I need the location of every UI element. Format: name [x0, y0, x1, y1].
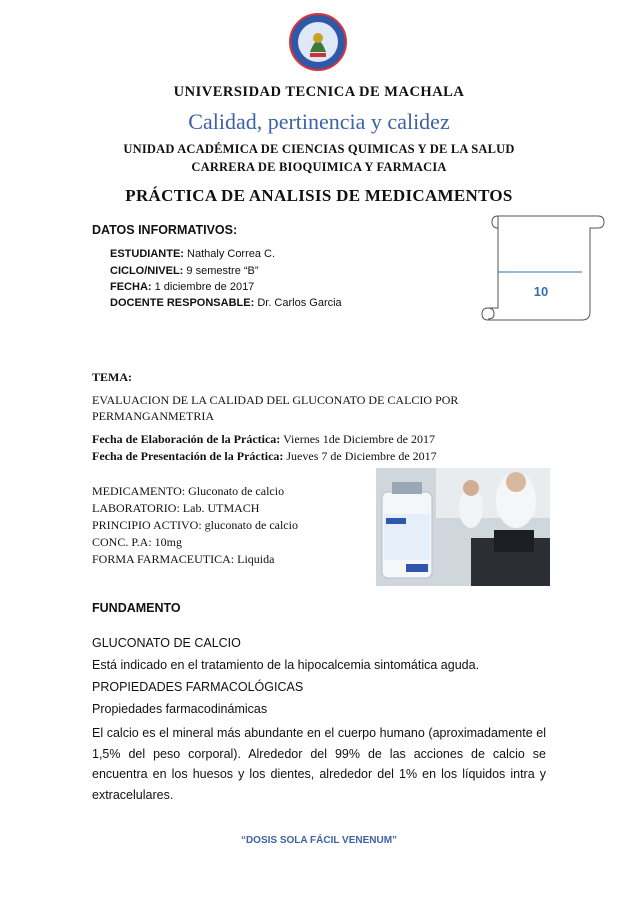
elaboration-date-value: Viernes 1de Diciembre de 2017: [283, 432, 435, 446]
concentration: CONC. P.A: 10mg: [92, 535, 183, 549]
date-line: [110, 281, 254, 293]
university-name: UNIVERSIDAD TECNICA DE MACHALA: [173, 84, 465, 100]
university-motto: Calidad, pertinencia y calidez: [188, 109, 450, 134]
date-value: 1 diciembre de 2017: [154, 281, 255, 293]
tema-text: EVALUACION DE LA CALIDAD DEL GLUCONATO DE CALCIO POR PERMANGANMETRIA: [92, 393, 459, 423]
calcium-paragraph: El calcio es el mineral más abundante en el cuerpo humano (aproximadamente el 1,5% del peso corporal). Alrededor del 99% de las acciones de calcio se encuentra en los huesos y los dientes, alrededor del 1% en los líquidos intra y extracelulares.: [92, 726, 546, 802]
cycle-label: CICLO/NIVEL:: [110, 265, 184, 277]
fundamento-title: FUNDAMENTO: [92, 601, 181, 615]
footer-motto: “DOSIS SOLA FÁCIL VENENUM”: [240, 835, 398, 846]
lab-photo: [376, 468, 550, 586]
presentation-date-value: Jueves 7 de Diciembre de 2017: [286, 449, 437, 463]
elaboration-date-line: [92, 432, 435, 447]
grade-scroll: [480, 208, 605, 328]
gluconato-subtitle: GLUCONATO DE CALCIO: [92, 636, 241, 650]
indication-text: Está indicado en el tratamiento de la hipocalcemia sintomática aguda.: [92, 658, 480, 672]
info-title: DATOS INFORMATIVOS:: [92, 223, 238, 237]
laboratory: LABORATORIO: Lab. UTMACH: [92, 501, 260, 515]
teacher-label: DOCENTE RESPONSABLE:: [110, 297, 255, 309]
presentation-date-label: Fecha de Presentación de la Práctica:: [92, 449, 284, 463]
active-principle: PRINCIPIO ACTIVO: gluconato de calcio: [92, 518, 298, 532]
tema-label: TEMA:: [92, 370, 132, 384]
academic-unit: UNIDAD ACADÉMICA DE CIENCIAS QUIMICAS Y DE LA SALUD: [123, 142, 515, 156]
career-name: CARRERA DE BIOQUIMICA Y FARMACIA: [191, 160, 447, 174]
grade-value: 10: [533, 284, 549, 299]
medicine-name: MEDICAMENTO: Gluconato de calcio: [92, 484, 285, 498]
student-line: [110, 248, 275, 260]
student-value: Nathaly Correa C.: [187, 248, 276, 260]
elaboration-date-label: Fecha de Elaboración de la Práctica:: [92, 432, 281, 446]
pharmaceutical-form: FORMA FARMACEUTICA: Liquida: [92, 552, 275, 566]
presentation-date-line: [92, 449, 437, 464]
teacher-line: [110, 297, 342, 309]
practice-title: PRÁCTICA DE ANALISIS DE MEDICAMENTOS: [125, 186, 513, 205]
pharmacodynamic-subtitle: Propiedades farmacodinámicas: [92, 702, 268, 716]
cycle-line: [110, 265, 259, 277]
university-logo: [288, 12, 348, 72]
cycle-value: 9 semestre “B”: [186, 265, 259, 277]
student-label: ESTUDIANTE:: [110, 248, 184, 260]
teacher-value: Dr. Carlos Garcia: [257, 297, 342, 309]
pharmacological-properties-subtitle: PROPIEDADES FARMACOLÓGICAS: [92, 680, 304, 694]
date-label: FECHA:: [110, 281, 152, 293]
